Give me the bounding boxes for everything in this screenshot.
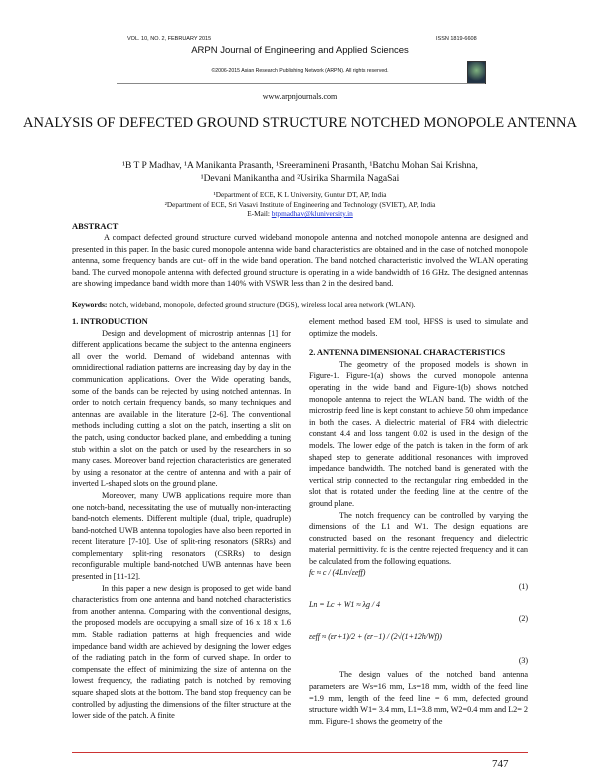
footer-divider	[72, 752, 528, 753]
intro-paragraph: Design and development of microstrip antennas [1] for different applications became the subject to the antenna engineers all over the world. Demand of wideband antennas with omnidirectional radiation patterns are increasing day by day in the communication applications. Over the Wide operating bands, some of the bands can be rejected by using notched antennas. In order to notch certain frequency bands, so many techniques and antennas are available in the literature [2-6]. The conventional methods including cutting a slot on the patch, inserting a slit on the patch, using conductor backed plane, and embedding a tuning stub within a slot on the patch or used by the researchers in so many cases. Moreover band rejection characteristics are generated by using a resonator at the centre of antenna and with a pair of inverted L-shaped slots on the ground plane.	[72, 328, 291, 489]
section2-paragraph: The geometry of the proposed models is shown in Figure-1. Figure-1(a) shows the curved monopole antenna operating in the wide band and Figure-1(b) shows notched monopole antenna to reject the WLAN band. The width of the microstrip feed line is kept constant to achieve 50 ohm impedance in both the cases. A dielectric material of FR4 with dielectric constant 4.4 and loss tangent 0.02 is used in the design of the models. The lower edge of the patch is taken in the form of ark shaped step to generate additional resonances with improved impedance bandwidth. The notched band is generated with the vertical strip connected to the rectangular ring embedded in the slot that is rotated under the feeding line at the centre of the ground plane.	[309, 359, 528, 508]
copyright: ©2006-2015 Asian Research Publishing Network (ARPN). All rights reserved.	[211, 68, 389, 74]
intro-heading: 1. INTRODUCTION	[72, 316, 148, 326]
abstract-text: A compact defected ground structure curved wideband monopole antenna and notched monopole antenna are designed and presented in this paper. In the basic cured monopole antenna wide band characteristics are obtained and in the case of notched monopole antenna, some frequency bands are cut- off in the wide band operation. The band notched characteristic involved the WLAN operating band. The curved monopole antenna with defected ground structure is operating in a wide bandwidth of 16 GHz. The designed antennas are showing impedance band width more than 140% with VSWR less than 2 in the desired band.	[72, 233, 528, 289]
intro-paragraph: Moreover, many UWB applications require more than one notch-band, necessitating the use of mutually non-interacting band-notch elements. Different multiple (dual, triple, quadruple) band-notched UWB antenna topologies have also been reported in recent literature [7-10]. Use of split-ring resonators (SRRs) and complementary split-ring resonators (CSRRs) to design reconfigurable multiple band-notched UWB antennas have been presented in [11-12].	[72, 490, 291, 582]
abstract-heading: ABSTRACT	[72, 221, 119, 231]
section2-paragraph: The design values of the notched band antenna parameters are Ws=16 mm, Ls=18 mm, width of the feed line =1.9 mm, length of the feed line = 6 mm, defected ground structure width W1= 3.4 mm, L1=3.8 mm, W2=0.4 mm and L2= 2 mm. Figure-1 shows the geometry of the	[309, 670, 528, 726]
right-column	[309, 316, 528, 727]
section2-paragraph: The notch frequency can be controlled by varying the dimensions of the L1 and W1. The design equations are constructed based on the resonant frequency and dielectric material permittivity. fc is the centre rejected frequency and it can be calculated from the following equations.	[309, 510, 528, 566]
equation-3: εeff ≈ (εr+1)/2 + (εr−1) / (2√(1+12h/Wf)) (3)	[309, 632, 528, 666]
page-number: 747	[492, 758, 509, 770]
authors	[0, 160, 600, 185]
equation-1: fc ≈ c / (4Ln√εeff) (1)	[309, 568, 528, 592]
volume-info: VOL. 10, NO. 2, FEBRUARY 2015	[127, 36, 212, 42]
affiliation-1: ¹Department of ECE, K L University, Guntur DT, AP, India	[213, 190, 387, 199]
journal-title: ARPN Journal of Engineering and Applied Sciences	[191, 45, 409, 56]
intro-paragraph: In this paper a new design is proposed to get wide band characteristics from one antenna and band notched characteristics from another antenna. Comparing with the conventional designs, the proposed models are occupying a small size of 16 x 18 x 1.6 mm. Stable radiation patterns at high frequencies and wide impedance band width are achieved by designing the lower edges of the radiating patch in the form of curved shape. In order to compensate the effect of minimizing the size of antenna on the lowest frequency, the radiating patch is notched by removing square shaped slots at the bottom. The band stop frequency can be controlled by adjusting the dimensions of the filter structure at the lower side of the patch. A finite	[72, 583, 291, 721]
affiliation-2: ²Department of ECE, Sri Vasavi Institute of Engineering and Technology (SVIET), AP, India	[164, 199, 436, 209]
intro-continuation: element method based EM tool, HFSS is used to simulate and optimize the models.	[309, 317, 528, 338]
journal-logo	[467, 61, 486, 84]
equation-2: Ln = Lc + W1 ≈ λg / 4 (2)	[309, 600, 528, 624]
website: www.arpnjournals.com	[262, 92, 338, 101]
email-label: E-Mail:	[247, 209, 272, 218]
paper-title: ANALYSIS OF DEFECTED GROUND STRUCTURE NOTCHED MONOPOLE ANTENNA	[23, 115, 577, 131]
keywords-label: Keywords:	[72, 300, 108, 309]
section2-heading: 2. ANTENNA DIMENSIONAL CHARACTERISTICS	[309, 347, 506, 358]
keywords-text: notch, wideband, monopole, defected ground structure (DGS), wireless local area network (WLAN).	[107, 300, 416, 309]
issn: ISSN 1819-6608	[436, 36, 477, 42]
authors-line-2: ¹Devani Manikantha and ²Usirika Sharmila NagaSai	[200, 173, 400, 184]
header-divider	[117, 83, 485, 84]
keywords	[72, 300, 528, 310]
affiliations	[0, 190, 600, 219]
authors-line-1: ¹B T P Madhav, ¹A Manikanta Prasanth, ¹Sreeramineni Prasanth, ¹Batchu Mohan Sai Krishna,	[122, 161, 478, 171]
email-link[interactable]: btpmadhav@kluniversity.in	[271, 209, 353, 218]
left-column	[72, 316, 291, 722]
